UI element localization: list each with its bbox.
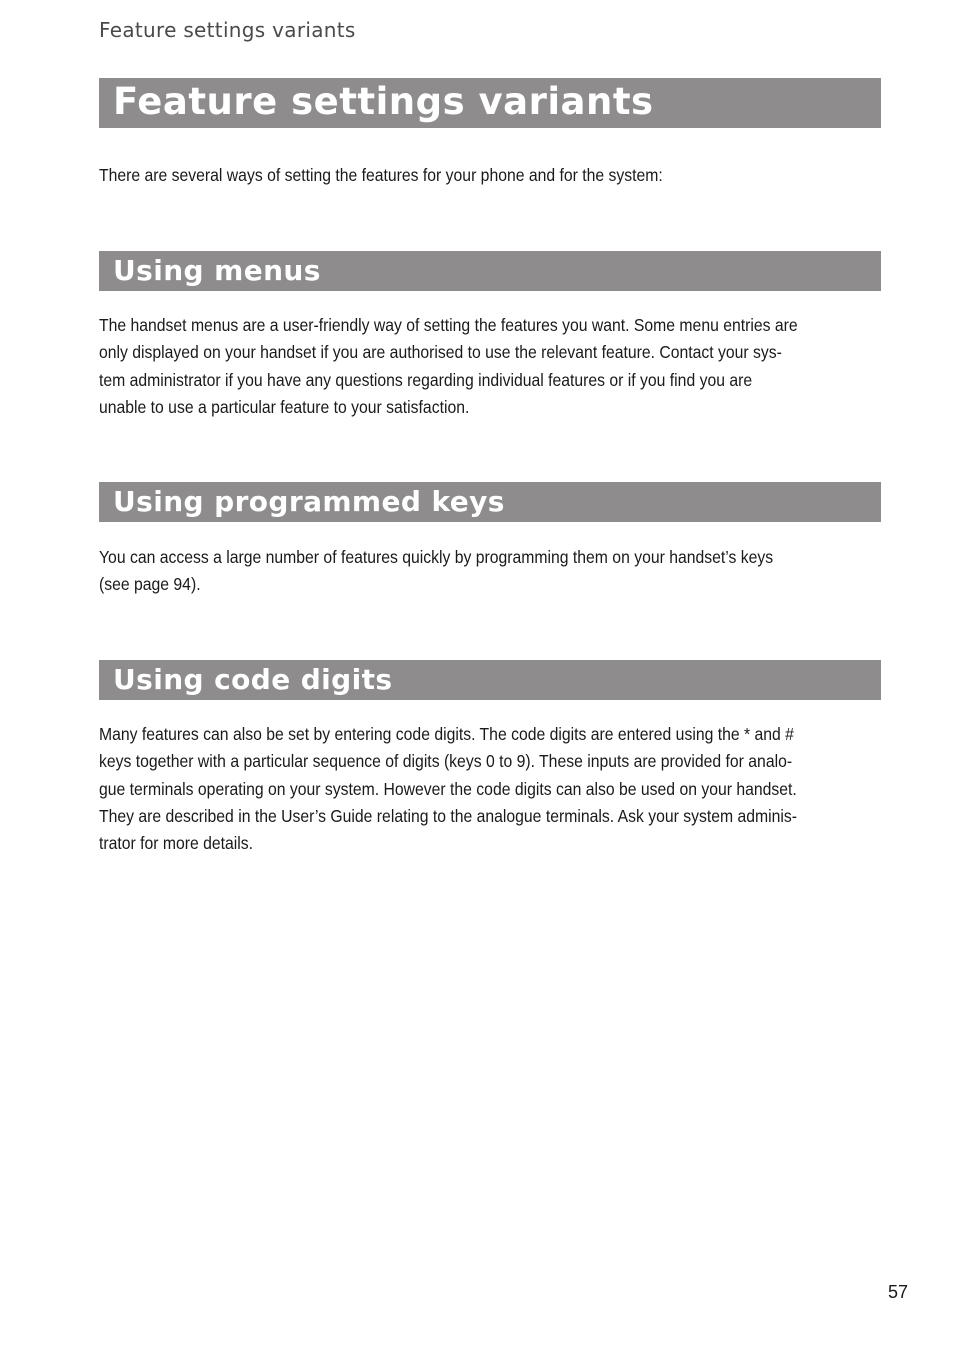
text-line: trator for more details. — [99, 833, 254, 854]
text-line: The handset menus are a user-friendly way of setting the features you want. Some menu entries are — [99, 315, 798, 335]
text-line: (see page 94). — [99, 574, 201, 595]
text-line: gue terminals operating on your system. However the code digits can also be used on your handset. — [99, 778, 797, 799]
section-paragraph-using-programmed-keys — [99, 544, 881, 599]
section-paragraph-using-code-digits — [99, 721, 881, 857]
text-line: unable to use a particular feature to your satisfaction. — [99, 396, 470, 417]
page-number: 57 — [887, 1282, 908, 1302]
intro-paragraph — [99, 162, 881, 189]
text-line: You can access a large number of features quickly by programming them on your handset’s keys — [99, 547, 774, 567]
text-line: They are described in the User’s Guide relating to the analogue terminals. Ask your system adminis- — [99, 805, 798, 826]
section-heading-using-code-digits: Using code digits — [99, 660, 881, 700]
section-heading-using-programmed-keys: Using programmed keys — [99, 482, 881, 522]
text-line: only displayed on your handset if you are authorised to use the relevant feature. Contact your sys- — [99, 342, 782, 363]
page-title: Feature settings variants — [99, 78, 881, 128]
text-line: There are several ways of setting the features for your phone and for the system: — [99, 165, 663, 185]
section-paragraph-using-menus — [99, 312, 881, 421]
running-header: Feature settings variants — [99, 18, 356, 42]
text-line: tem administrator if you have any questions regarding individual features or if you find you are — [99, 369, 753, 390]
text-line: Many features can also be set by entering code digits. The code digits are entered using the * and # — [99, 724, 794, 744]
section-heading-using-menus: Using menus — [99, 251, 881, 291]
text-line: keys together with a particular sequence of digits (keys 0 to 9). These inputs are provided for analo- — [99, 751, 793, 772]
